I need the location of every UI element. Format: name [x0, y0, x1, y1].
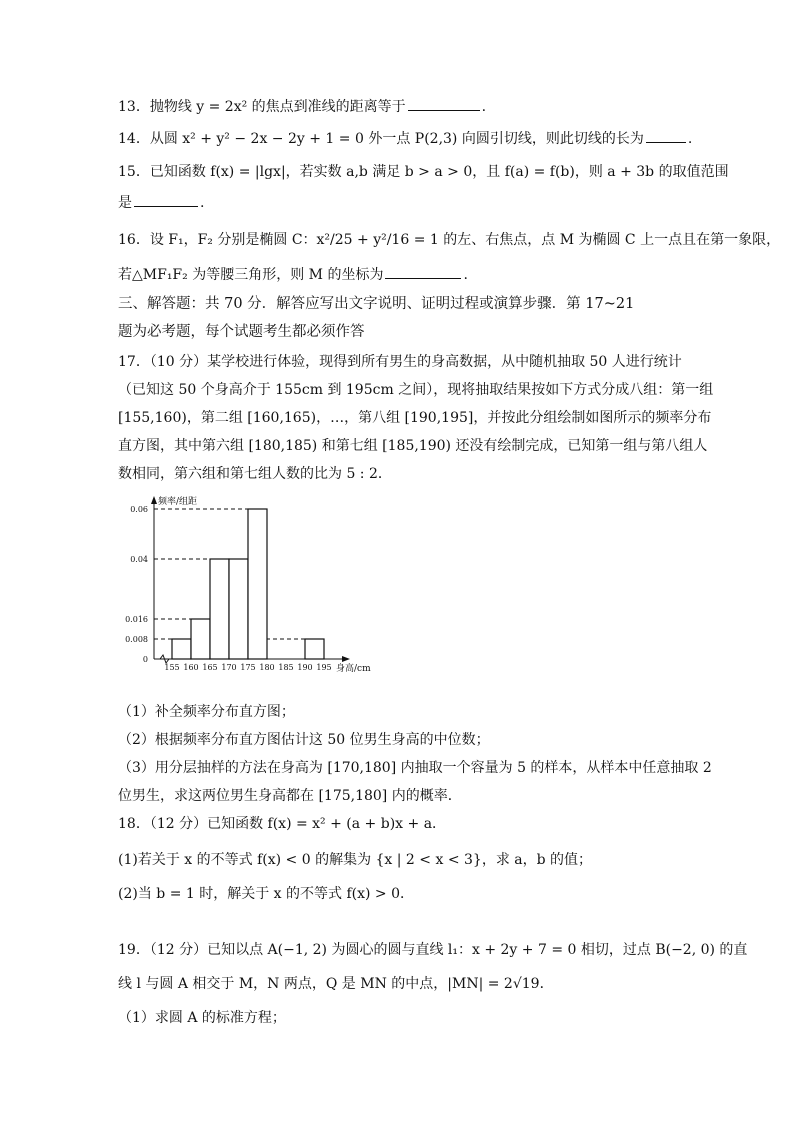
histogram-bar — [305, 639, 324, 659]
x-tick-label: 180 — [259, 663, 275, 672]
x-tick-label: 175 — [240, 663, 256, 672]
q16-line-1 — [118, 230, 781, 250]
q19-line-2 — [118, 974, 678, 994]
frequency-histogram — [118, 494, 388, 694]
q18-part-2 — [118, 884, 678, 904]
histogram-bar — [172, 639, 191, 659]
q14-end: . — [687, 131, 693, 147]
q15-line-2 — [118, 192, 678, 213]
q18-line-1 — [118, 814, 678, 834]
x-tick-label: 155 — [164, 663, 180, 672]
q16-answer-blank[interactable] — [385, 264, 461, 279]
histogram-bar — [248, 509, 267, 659]
x-axis-title: 身高/cm — [336, 664, 371, 674]
q17-text-3: [155,160)，第二组 [160,165)，…，第八组 [190,195]，并按此分组绘制如图所示的频率分布 — [118, 410, 712, 426]
origin-label: 0 — [142, 655, 148, 664]
histogram-bar — [191, 619, 210, 659]
x-tick-label: 160 — [183, 663, 199, 672]
q17-part-3-line-2 — [118, 786, 678, 806]
y-tick-label: 0.04 — [130, 555, 148, 564]
y-axis-title: 频率/组距 — [158, 497, 198, 507]
x-tick-label: 170 — [221, 663, 237, 672]
x-tick-label: 185 — [278, 663, 294, 672]
q15-line-1 — [118, 162, 729, 182]
q16-text-2: 若△MF₁F₂ 为等腰三角形，则 M 的坐标为 — [118, 267, 384, 283]
q19-text-2: 线 l 与圆 A 相交于 M，N 两点，Q 是 MN 的中点，|MN| = 2√19． — [118, 976, 554, 992]
y-tick-label: 0.06 — [130, 505, 148, 514]
q18-part-1-text: (1)若关于 x 的不等式 f(x) < 0 的解集为 {x | 2 < x < 3}，求 a，b 的值； — [118, 852, 593, 868]
q14-answer-blank[interactable] — [646, 128, 686, 143]
x-tick-label: 190 — [297, 663, 313, 672]
q13-end: . — [481, 99, 487, 115]
q17-text-2: （已知这 50 个身高介于 155cm 到 195cm 之间），现将抽取结果按如下方式分成八组：第一组 — [118, 382, 714, 398]
q17-part-3-line-1 — [118, 758, 712, 778]
x-axis-arrow — [342, 656, 350, 662]
q17-line-4 — [118, 436, 708, 456]
q17-part-1 — [118, 702, 678, 722]
q18-part-1 — [118, 850, 678, 870]
x-tick-label: 195 — [316, 663, 332, 672]
histogram-bar — [229, 559, 248, 659]
q17-part-3-text-1: （3）用分层抽样的方法在身高为 [170,180] 内抽取一个容量为 5 的样本，从样本中任意抽取 2 — [118, 760, 712, 776]
q17-text-5: 数相同，第六组和第七组人数的比为 5 : 2． — [118, 466, 392, 482]
q17-line-2 — [118, 380, 714, 400]
q13-answer-blank[interactable] — [408, 96, 480, 111]
q17-text-1: 17．（10 分）某学校进行体验，现得到所有男生的身高数据，从中随机抽取 50 人进行统计 — [118, 354, 682, 370]
q15-text-1: 15．已知函数 f(x) = |lgx|，若实数 a,b 满足 b > a > 0，且 f(a) = f(b)，则 a + 3b 的取值范围 — [118, 164, 729, 180]
q19-line-1 — [118, 940, 748, 960]
q17-line-1 — [118, 352, 682, 372]
q15-answer-blank[interactable] — [134, 192, 198, 207]
q18-text-1: 18．（12 分）已知函数 f(x) = x² + (a + b)x + a． — [118, 816, 447, 832]
section-3-text-2: 题为必考题，每个试题考生都必须作答 — [118, 324, 365, 340]
q17-part-3-text-2: 位男生，求这两位男生身高都在 [175,180] 内的概率． — [118, 788, 462, 804]
section-3-text-1: 三、解答题：共 70 分．解答应写出文字说明、证明过程或演算步骤．第 17~21 — [118, 296, 635, 312]
section-3-heading-1 — [118, 294, 678, 314]
q16-text-1: 16．设 F₁，F₂ 分别是椭圆 C：x²/25 + y²/16 = 1 的左、右焦点，点 M 为椭圆 C 上一点且在第一象限， — [118, 232, 781, 248]
q15-end: . — [200, 195, 205, 211]
q13-line — [118, 96, 678, 117]
q19-part-1-text: （1）求圆 A 的标准方程； — [118, 1010, 286, 1026]
y-tick-label: 0.016 — [125, 615, 148, 624]
q15-text-2: 是 — [118, 195, 132, 211]
q16-end: . — [463, 267, 468, 283]
y-axis-arrow — [151, 496, 157, 504]
q17-text-4: 直方图，其中第六组 [180,185) 和第七组 [185,190) 还没有绘制完成，已知第一组与第八组人 — [118, 438, 708, 454]
histogram-bars — [172, 509, 324, 659]
q17-line-5 — [118, 464, 678, 484]
q13-text: 13．抛物线 y = 2x² 的焦点到准线的距离等于 — [118, 99, 406, 115]
section-3-heading-2 — [118, 322, 678, 342]
q17-part-2 — [118, 730, 678, 750]
histogram-bar — [210, 559, 229, 659]
q17-part-2-text: （2）根据频率分布直方图估计这 50 位男生身高的中位数； — [118, 732, 490, 748]
q17-part-1-text: （1）补全频率分布直方图； — [118, 704, 295, 720]
q17-line-3 — [118, 408, 712, 428]
q18-part-2-text: (2)当 b = 1 时，解关于 x 的不等式 f(x) > 0． — [118, 886, 415, 902]
x-tick-label: 165 — [202, 663, 218, 672]
y-tick-label: 0.008 — [125, 635, 148, 644]
q14-text: 14．从圆 x² + y² − 2x − 2y + 1 = 0 外一点 P(2,3) 向圆引切线，则此切线的长为 — [118, 131, 644, 147]
q19-part-1 — [118, 1008, 678, 1028]
q14-line — [118, 128, 693, 149]
q19-text-1: 19．（12 分）已知以点 A(−1, 2) 为圆心的圆与直线 l₁：x + 2y + 7 = 0 相切，过点 B(−2, 0) 的直 — [118, 942, 748, 958]
q16-line-2 — [118, 264, 678, 285]
